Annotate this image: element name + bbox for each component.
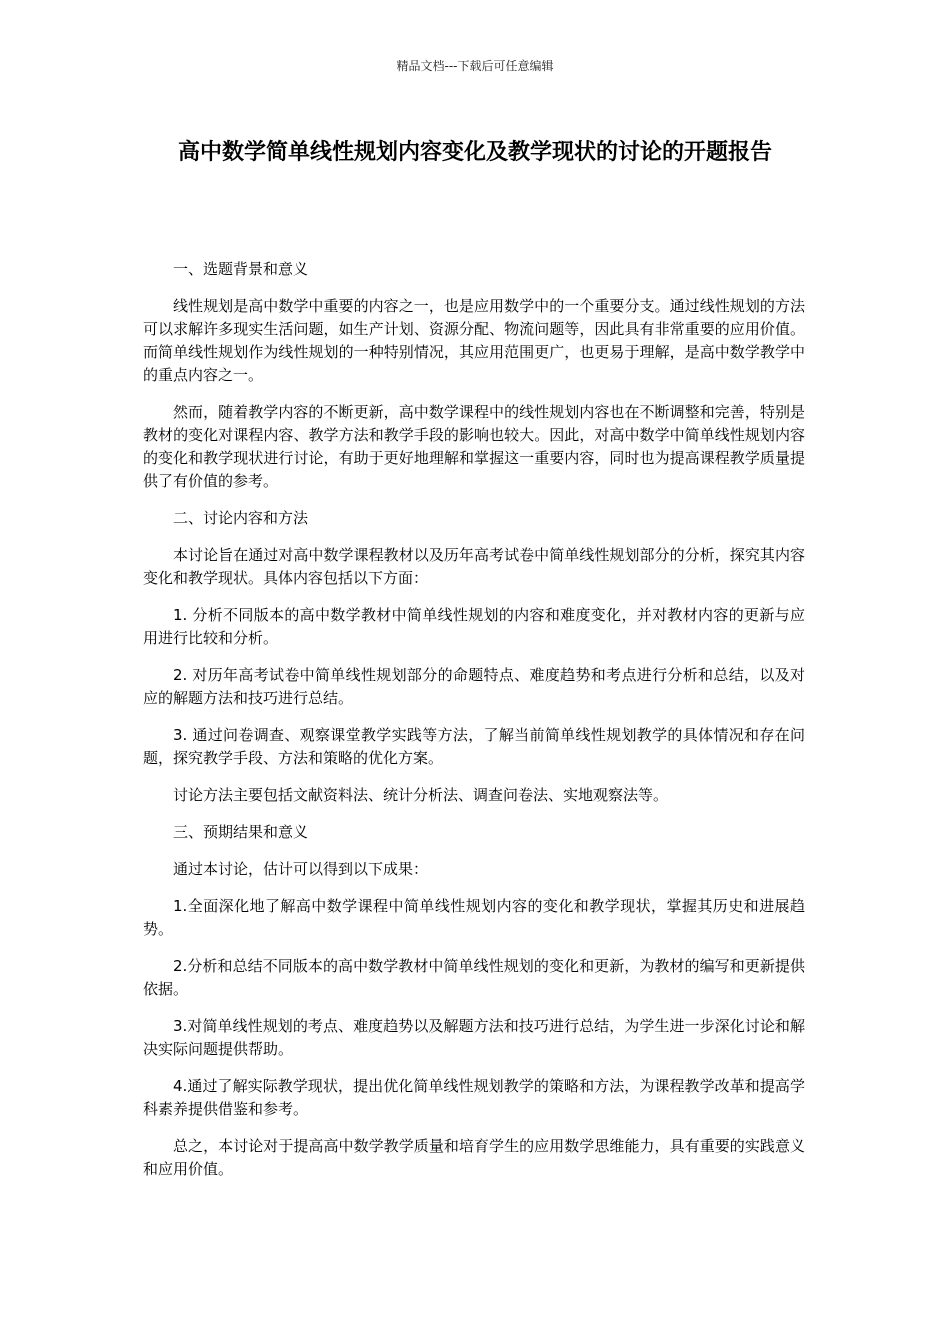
list-item: 1. 分析不同版本的高中数学教材中简单线性规划的内容和难度变化，并对教材内容的更新与应用进行比较和分析。: [143, 606, 805, 647]
paragraph: 然而，随着教学内容的不断更新，高中数学课程中的线性规划内容也在不断调整和完善，特别是教材的变化对课程内容、教学方法和教学手段的影响也较大。因此，对高中数学中简单线性规划内容的变化和教学现状进行讨论，有助于更好地理解和掌握这一重要内容，同时也为提高课程教学质量提供了有价值的参考。: [143, 403, 805, 490]
document-body: [143, 258, 805, 1195]
section-heading-content-methods: 二、讨论内容和方法: [173, 509, 309, 527]
header-note: 精品文档---下载后可任意编辑: [396, 59, 554, 73]
document-title: 高中数学简单线性规划内容变化及教学现状的讨论的开题报告: [177, 140, 772, 165]
list-item: 4.通过了解实际教学现状，提出优化简单线性规划教学的策略和方法，为课程教学改革和提高学科素养提供借鉴和参考。: [143, 1077, 805, 1118]
list-item: 2. 对历年高考试卷中简单线性规划部分的命题特点、难度趋势和考点进行分析和总结，以及对应的解题方法和技巧进行总结。: [143, 666, 805, 707]
paragraph: 讨论方法主要包括文献资料法、统计分析法、调查问卷法、实地观察法等。: [173, 786, 669, 804]
paragraph: 通过本讨论，估计可以得到以下成果：: [173, 860, 429, 878]
list-item: 1.全面深化地了解高中数学课程中简单线性规划内容的变化和教学现状，掌握其历史和进展趋势。: [143, 897, 805, 938]
list-item: 2.分析和总结不同版本的高中数学教材中简单线性规划的变化和更新，为教材的编写和更新提供依据。: [143, 957, 805, 998]
list-item: 3. 通过问卷调查、观察课堂教学实践等方法，了解当前简单线性规划教学的具体情况和存在问题，探究教学手段、方法和策略的优化方案。: [143, 726, 805, 767]
section-heading-background: 一、选题背景和意义: [173, 260, 309, 278]
section-heading-expected-results: 三、预期结果和意义: [173, 823, 309, 841]
paragraph: 线性规划是高中数学中重要的内容之一，也是应用数学中的一个重要分支。通过线性规划的方法可以求解许多现实生活问题，如生产计划、资源分配、物流问题等，因此具有非常重要的应用价值。而简单线性规划作为线性规划的一种特别情况，其应用范围更广，也更易于理解，是高中数学教学中的重点内容之一。: [143, 297, 805, 384]
paragraph: 本讨论旨在通过对高中数学课程教材以及历年高考试卷中简单线性规划部分的分析，探究其内容变化和教学现状。具体内容包括以下方面：: [143, 546, 805, 587]
paragraph: 总之，本讨论对于提高高中数学教学质量和培育学生的应用数学思维能力，具有重要的实践意义和应用价值。: [143, 1137, 805, 1178]
list-item: 3.对简单线性规划的考点、难度趋势以及解题方法和技巧进行总结，为学生进一步深化讨论和解决实际问题提供帮助。: [143, 1017, 805, 1058]
